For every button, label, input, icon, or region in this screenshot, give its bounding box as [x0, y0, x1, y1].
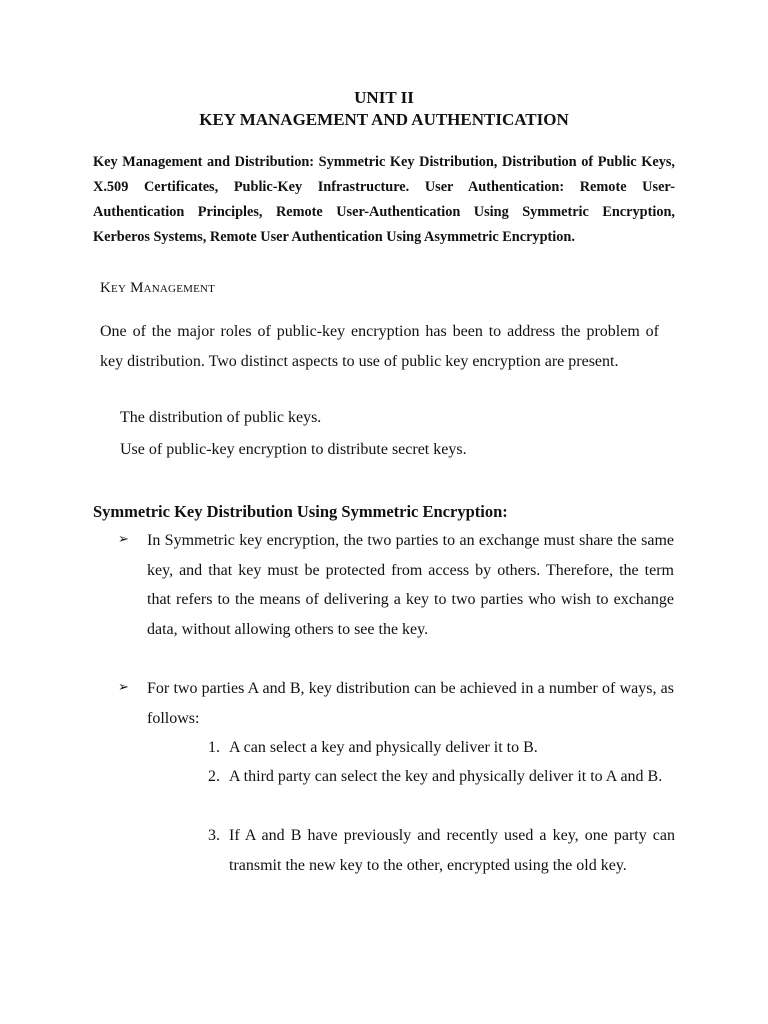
item-text: A can select a key and physically deliver it to B.	[229, 739, 538, 756]
numbered-item	[200, 821, 675, 880]
arrow-bullet-icon: ➢	[118, 532, 129, 547]
arrow-bullet-icon: ➢	[118, 680, 129, 695]
numbered-item	[200, 762, 675, 792]
item-number: 2.	[208, 768, 220, 785]
key-management-heading	[100, 280, 215, 297]
numbered-item	[200, 733, 675, 763]
unit-label: UNIT II	[354, 88, 414, 107]
item-text: A third party can select the key and physically deliver it to A and B.	[229, 768, 663, 785]
bullet-item	[118, 674, 674, 733]
heading-initial: M	[130, 280, 144, 296]
bullet-text: For two parties A and B, key distribution can be achieved in a number of ways, as follows:	[147, 680, 674, 727]
item-text: If A and B have previously and recently used a key, one party can transmit the new key to the other, encrypted using the old key.	[229, 827, 675, 874]
item-number: 3.	[208, 827, 220, 844]
item-number: 1.	[208, 739, 220, 756]
heading-initial: K	[100, 280, 112, 296]
symmetric-distribution-heading: Symmetric Key Distribution Using Symmetric Encryption:	[93, 502, 508, 521]
syllabus-summary: Key Management and Distribution: Symmetric Key Distribution, Distribution of Public Keys, X.509 Certificates, Public-Key Infrastructure. User Authentication: Remote User-Authentication Principles, Remote User-Authentication Using Symmetric Encryption, Kerberos Systems, Remote User Authentication Using Asymmetric Encryption.	[93, 154, 675, 245]
bullet-item	[118, 526, 674, 644]
heading-rest: ey	[111, 280, 127, 296]
heading-rest: anagement	[143, 280, 216, 296]
key-management-intro: One of the major roles of public-key encryption has been to address the problem of key distribution. Two distinct aspects to use of public key encryption are present.	[100, 323, 659, 370]
page-title: KEY MANAGEMENT AND AUTHENTICATION	[199, 110, 569, 129]
aspect-item: The distribution of public keys.	[120, 409, 322, 426]
bullet-text: In Symmetric key encryption, the two parties to an exchange must share the same key, and that key must be protected from access by others. Therefore, the term that refers to the means of delivering a key to two parties who wish to exchange data, without allowing others to see the key.	[147, 532, 674, 638]
aspect-item: Use of public-key encryption to distribute secret keys.	[120, 441, 467, 458]
